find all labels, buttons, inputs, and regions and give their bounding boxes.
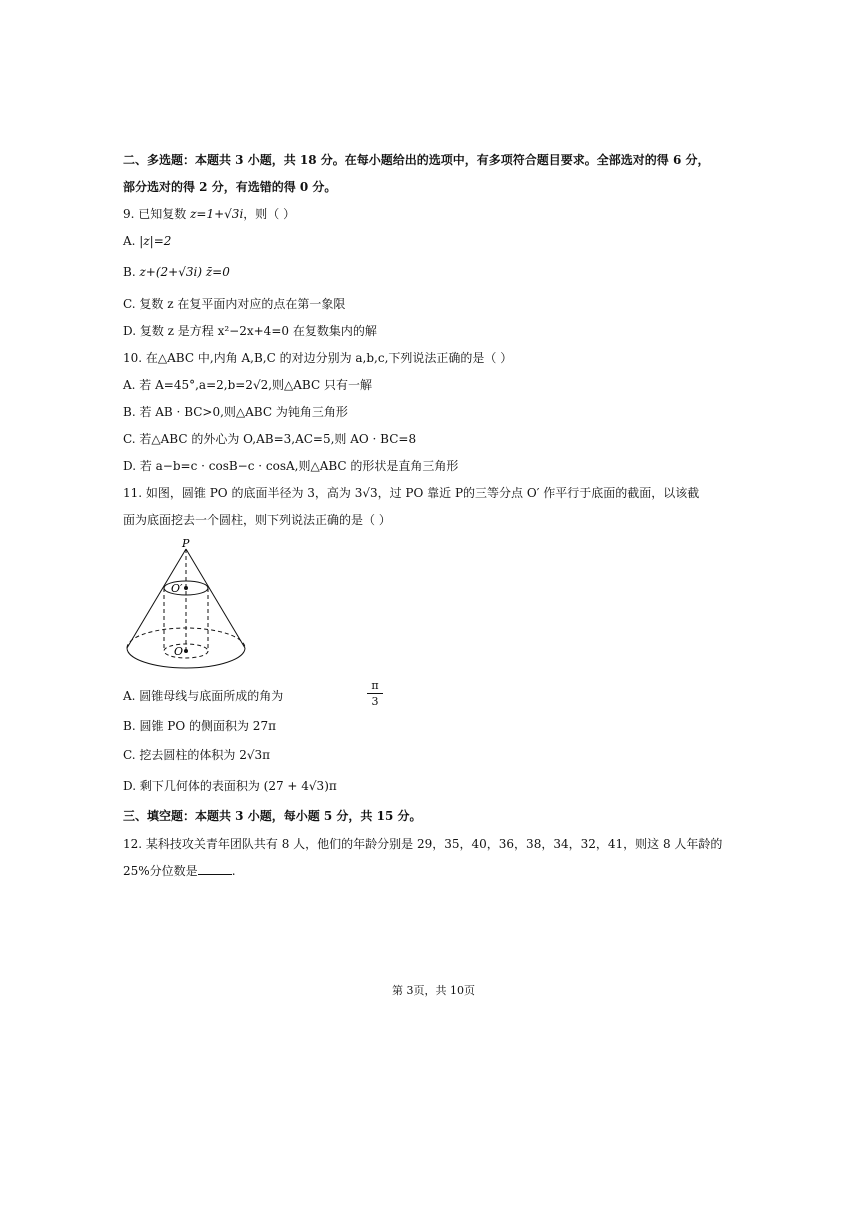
q9-option-b-math: z+(2+√3i) z̄=0 — [139, 265, 230, 279]
q10-option-c: C. 若△ABC 的外心为 O,AB=3,AC=5,则 AO · BC=8 — [123, 432, 417, 446]
apex-label: P — [182, 537, 190, 550]
base-center-point — [184, 649, 188, 653]
q9-stem — [123, 206, 295, 222]
q10-stem: 10. 在△ABC 中,内角 A,B,C 的对边分别为 a,b,c,下列说法正确的是（ ） — [123, 351, 513, 365]
q9-stem-text-b: ，则（ ） — [243, 207, 296, 221]
fraction-bar — [367, 693, 383, 694]
q9-option-a-label: A. — [123, 234, 140, 248]
q12-stem-end: . — [231, 864, 236, 878]
section2-heading-line1: 二、多选题：本题共 3 小题，共 18 分。在每小题给出的选项中，有多项符合题目要求。全部选对的得 6 分， — [123, 153, 710, 167]
q11-stem-line2: 面为底面挖去一个圆柱，则下列说法正确的是（ ） — [123, 513, 391, 527]
q12-stem-line2 — [123, 863, 236, 879]
q11-stem-line1: 11. 如图，圆锥 PO 的底面半径为 3，高为 3√3，过 PO 靠近 P的三等分点 O′ 作平行于底面的截面，以该截 — [123, 486, 700, 500]
section3-heading: 三、填空题：本题共 3 小题，每小题 5 分，共 15 分。 — [123, 809, 422, 823]
q9-option-c: C. 复数 z 在复平面内对应的点在第一象限 — [123, 297, 346, 311]
base-center-label: O — [174, 645, 184, 658]
section2-heading-line2: 部分选对的得 2 分，有选错的得 0 分。 — [123, 180, 337, 194]
q9-option-b-label: B. — [123, 265, 140, 279]
q9-option-a-math: |z|=2 — [139, 234, 172, 248]
answer-blank — [198, 863, 232, 875]
cone-base-back-arc — [127, 628, 245, 648]
q9-option-a — [123, 233, 171, 249]
q9-option-d: D. 复数 z 是方程 x²−2x+4=0 在复数集内的解 — [123, 324, 377, 338]
q9-stem-math: z=1+√3i — [190, 207, 244, 221]
q11-option-a-fraction — [367, 679, 383, 708]
q11-option-a: A. 圆锥母线与底面所成的角为 — [123, 689, 284, 703]
cone-left-generatrix — [127, 549, 186, 648]
fraction-numerator: π — [371, 679, 379, 692]
q11-option-b: B. 圆锥 PO 的侧面积为 27π — [123, 719, 276, 733]
page-footer: 第 3页，共 10页 — [392, 984, 475, 997]
fraction-denominator: 3 — [371, 695, 379, 708]
q10-option-b: B. 若 AB · BC>0,则△ABC 为钝角三角形 — [123, 405, 348, 419]
q11-option-d: D. 剩下几何体的表面积为 (27 + 4√3)π — [123, 779, 337, 793]
q10-option-a: A. 若 A=45°,a=2,b=2√2,则△ABC 只有一解 — [123, 378, 372, 392]
q10-option-d: D. 若 a−b=c · cosB−c · cosA,则△ABC 的形状是直角三角形 — [123, 459, 459, 473]
q9-stem-text-a: 9. 已知复数 — [123, 207, 191, 221]
top-center-point — [184, 586, 188, 590]
top-center-label: O′ — [171, 582, 183, 595]
cone-right-generatrix — [186, 549, 245, 648]
q12-stem-line1: 12. 某科技攻关青年团队共有 8 人，他们的年龄分别是 29，35，40，36，38，34，32，41，则这 8 人年龄的 — [123, 837, 723, 851]
q12-stem-line2-text: 25%分位数是 — [123, 864, 198, 878]
q9-option-b — [123, 264, 230, 280]
q11-option-c: C. 挖去圆柱的体积为 2√3π — [123, 748, 271, 762]
cone-figure — [120, 535, 260, 675]
